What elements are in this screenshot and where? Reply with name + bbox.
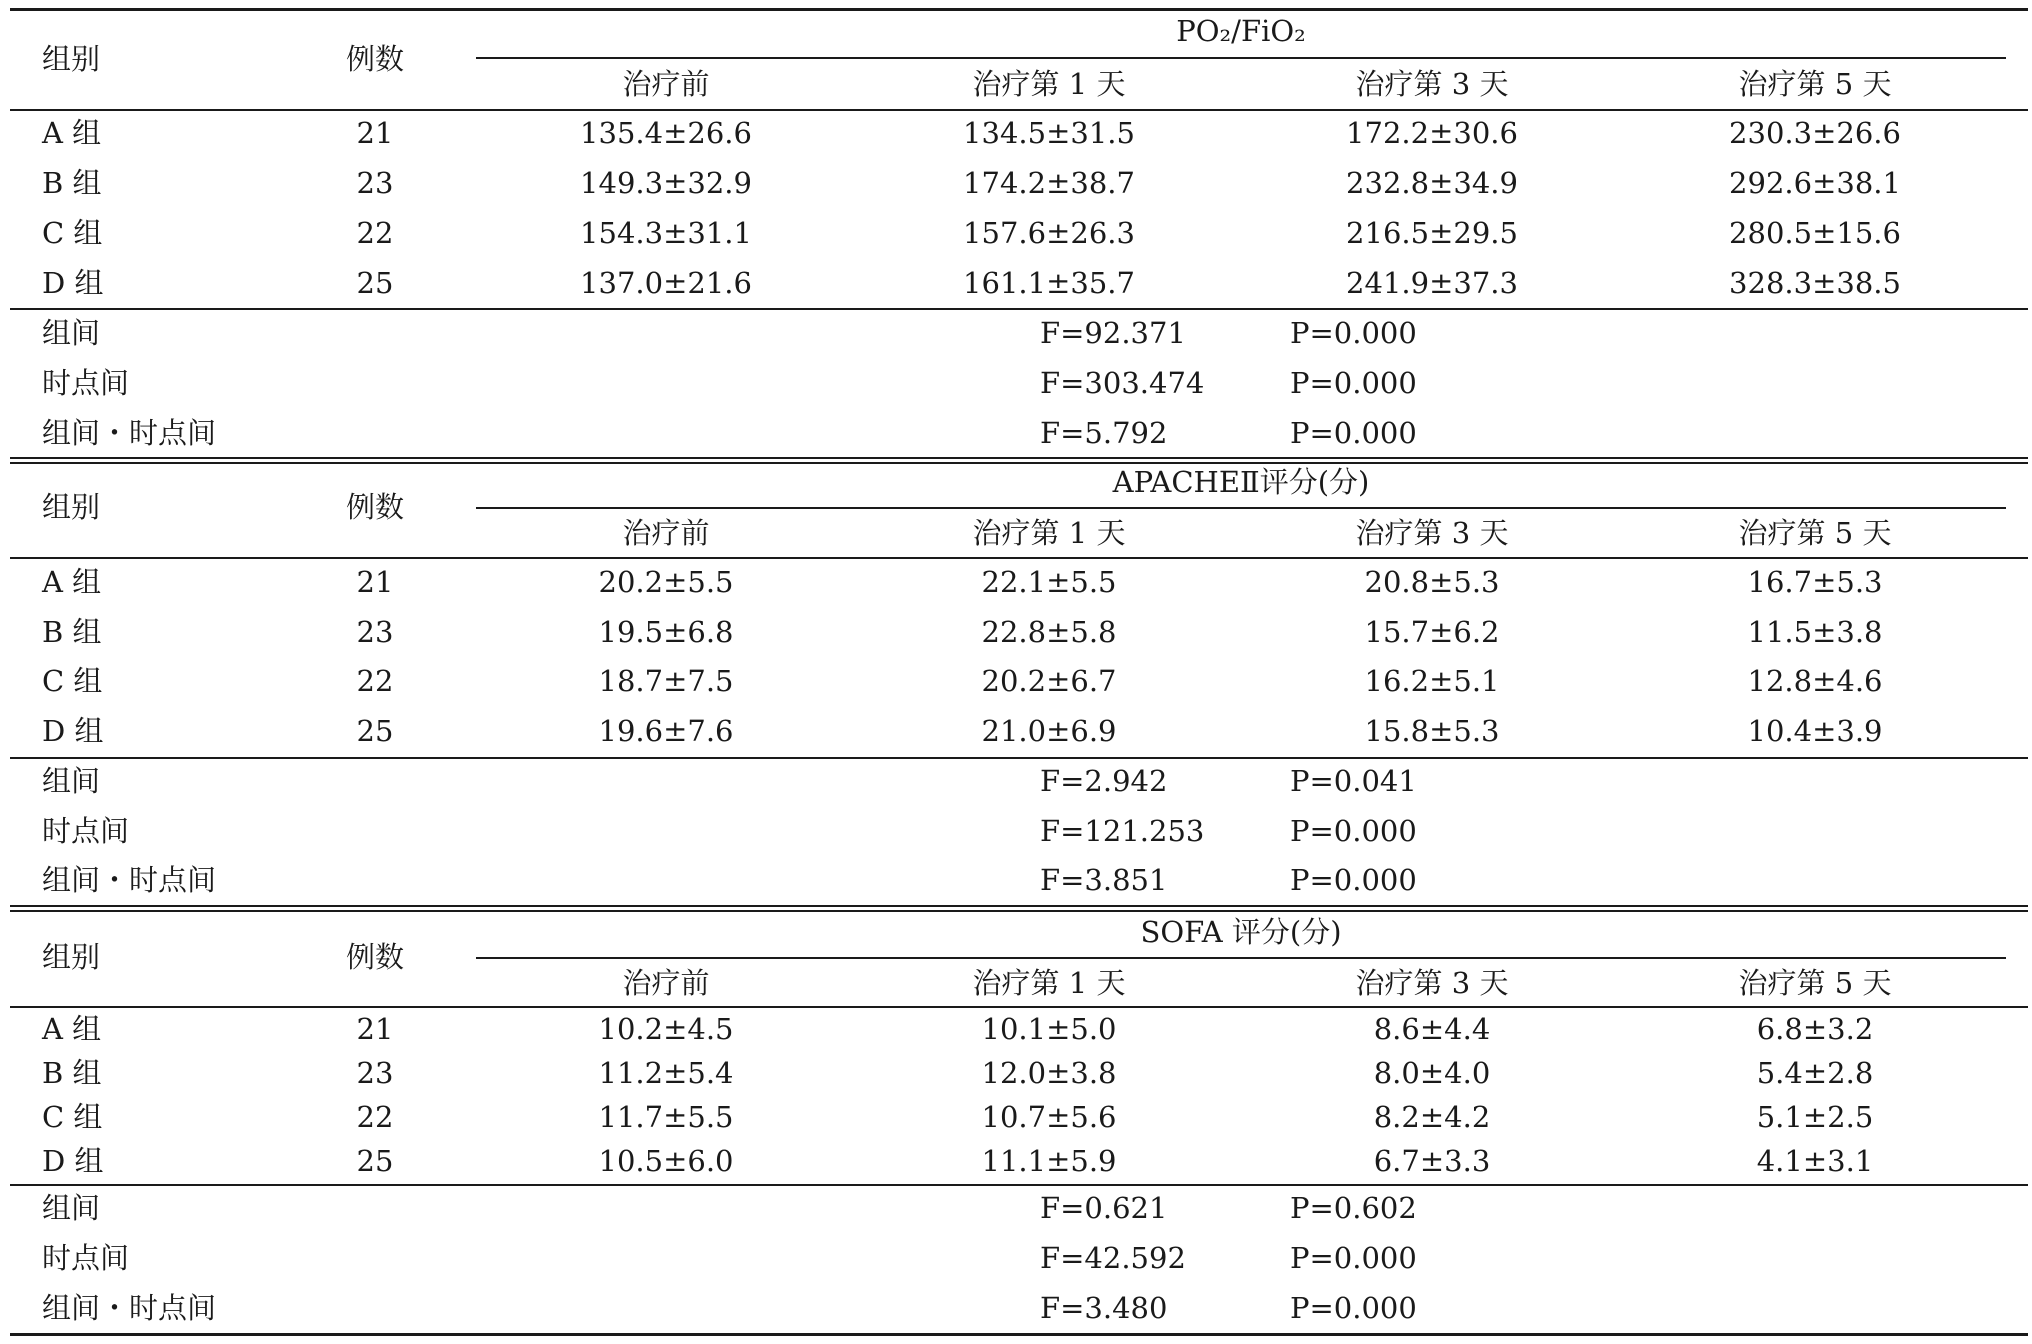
- row-value: 22.8±5.8: [981, 615, 1117, 649]
- stat-f: F=3.851: [1040, 863, 1168, 897]
- spanner-rule: [476, 957, 2006, 959]
- stat-p: P=0.000: [1290, 1291, 1417, 1325]
- header-col: 治疗第 3 天: [1355, 67, 1509, 101]
- row-value: 10.4±3.9: [1747, 714, 1883, 748]
- row-value: 10.5±6.0: [598, 1144, 734, 1178]
- stat-p: P=0.000: [1290, 366, 1417, 400]
- row-value: 232.8±34.9: [1346, 166, 1518, 200]
- block-title: SOFA 评分(分): [1140, 915, 1342, 949]
- stat-f: F=121.253: [1040, 814, 1205, 848]
- row-value: 18.7±7.5: [598, 664, 734, 698]
- row-value: 22.1±5.5: [981, 565, 1117, 599]
- header-col: 治疗前: [622, 67, 710, 101]
- stat-p: P=0.000: [1290, 416, 1417, 450]
- row-count: 25: [356, 714, 394, 748]
- stat-p: P=0.000: [1290, 863, 1417, 897]
- header-col: 治疗第 3 天: [1355, 516, 1509, 550]
- row-value: 241.9±37.3: [1346, 266, 1518, 300]
- header-group: 组别: [42, 42, 101, 76]
- row-value: 135.4±26.6: [580, 116, 752, 150]
- row-value: 11.1±5.9: [981, 1144, 1117, 1178]
- row-group: C 组: [42, 1100, 103, 1134]
- stat-p: P=0.602: [1290, 1191, 1417, 1225]
- row-value: 10.2±4.5: [598, 1012, 734, 1046]
- stat-f: F=2.942: [1040, 764, 1168, 798]
- header-count: 例数: [345, 42, 405, 76]
- header-rule: [10, 557, 2028, 559]
- bottom-rule: [10, 1333, 2028, 1336]
- row-group: B 组: [42, 166, 102, 200]
- spanner-rule: [476, 507, 2006, 509]
- spanner-rule: [476, 57, 2006, 59]
- row-count: 22: [356, 664, 394, 698]
- row-value: 20.8±5.3: [1364, 565, 1500, 599]
- row-value: 172.2±30.6: [1346, 116, 1518, 150]
- row-value: 5.1±2.5: [1756, 1100, 1874, 1134]
- row-value: 157.6±26.3: [963, 216, 1135, 250]
- stat-label: 组间・时点间: [42, 1291, 217, 1325]
- header-col: 治疗前: [622, 966, 710, 1000]
- row-count: 21: [356, 565, 394, 599]
- row-value: 20.2±6.7: [981, 664, 1117, 698]
- row-count: 23: [356, 615, 394, 649]
- header-col: 治疗第 3 天: [1355, 966, 1509, 1000]
- block-separator: [10, 462, 2028, 464]
- row-value: 12.8±4.6: [1747, 664, 1883, 698]
- header-col: 治疗前: [622, 516, 710, 550]
- stat-label: 时点间: [42, 1241, 130, 1275]
- row-value: 12.0±3.8: [981, 1056, 1117, 1090]
- row-value: 15.8±5.3: [1364, 714, 1500, 748]
- stat-label: 组间: [42, 316, 101, 350]
- row-count: 21: [356, 116, 394, 150]
- header-col: 治疗第 5 天: [1738, 516, 1892, 550]
- row-value: 6.8±3.2: [1756, 1012, 1874, 1046]
- stat-label: 时点间: [42, 366, 130, 400]
- row-value: 16.7±5.3: [1747, 565, 1883, 599]
- header-group: 组别: [42, 490, 101, 524]
- stat-f: F=3.480: [1040, 1291, 1168, 1325]
- block-separator: [10, 457, 2028, 459]
- block-separator: [10, 910, 2028, 912]
- row-value: 280.5±15.6: [1729, 216, 1901, 250]
- row-group: C 组: [42, 664, 103, 698]
- stat-f: F=42.592: [1040, 1241, 1186, 1275]
- row-value: 292.6±38.1: [1729, 166, 1901, 200]
- header-col: 治疗第 1 天: [972, 67, 1126, 101]
- stat-label: 组间: [42, 1191, 101, 1225]
- header-rule: [10, 109, 2028, 111]
- header-col: 治疗第 5 天: [1738, 67, 1892, 101]
- stat-label: 组间・时点间: [42, 863, 217, 897]
- row-value: 19.5±6.8: [598, 615, 734, 649]
- row-group: D 组: [42, 266, 104, 300]
- block-separator: [10, 905, 2028, 907]
- row-value: 154.3±31.1: [580, 216, 752, 250]
- stat-f: F=303.474: [1040, 366, 1205, 400]
- row-count: 21: [356, 1012, 394, 1046]
- row-value: 10.7±5.6: [981, 1100, 1117, 1134]
- stat-p: P=0.000: [1290, 316, 1417, 350]
- row-value: 230.3±26.6: [1729, 116, 1901, 150]
- row-group: A 组: [42, 565, 102, 599]
- row-group: A 组: [42, 1012, 102, 1046]
- row-group: D 组: [42, 714, 104, 748]
- row-value: 15.7±6.2: [1364, 615, 1500, 649]
- row-value: 20.2±5.5: [598, 565, 734, 599]
- header-col: 治疗第 1 天: [972, 516, 1126, 550]
- top-rule: [10, 8, 2028, 11]
- stat-f: F=5.792: [1040, 416, 1168, 450]
- row-value: 11.2±5.4: [598, 1056, 734, 1090]
- row-count: 23: [356, 1056, 394, 1090]
- row-value: 137.0±21.6: [580, 266, 752, 300]
- row-value: 328.3±38.5: [1729, 266, 1901, 300]
- stat-p: P=0.000: [1290, 1241, 1417, 1275]
- row-count: 22: [356, 1100, 394, 1134]
- row-group: D 组: [42, 1144, 104, 1178]
- stat-label: 组间・时点间: [42, 416, 217, 450]
- row-value: 5.4±2.8: [1756, 1056, 1874, 1090]
- row-value: 10.1±5.0: [981, 1012, 1117, 1046]
- header-count: 例数: [345, 940, 405, 974]
- stat-f: F=92.371: [1040, 316, 1186, 350]
- stats-rule: [10, 308, 2028, 310]
- stat-p: P=0.041: [1290, 764, 1417, 798]
- row-value: 216.5±29.5: [1346, 216, 1518, 250]
- row-group: B 组: [42, 615, 102, 649]
- stat-p: P=0.000: [1290, 814, 1417, 848]
- header-col: 治疗第 5 天: [1738, 966, 1892, 1000]
- stat-label: 时点间: [42, 814, 130, 848]
- block-title: PO₂/FiO₂: [1176, 14, 1306, 48]
- row-value: 134.5±31.5: [963, 116, 1135, 150]
- row-value: 8.6±4.4: [1373, 1012, 1491, 1046]
- row-count: 25: [356, 266, 394, 300]
- block-title: APACHEⅡ评分(分): [1112, 465, 1370, 499]
- row-value: 161.1±35.7: [963, 266, 1135, 300]
- row-value: 11.5±3.8: [1747, 615, 1883, 649]
- row-value: 6.7±3.3: [1373, 1144, 1491, 1178]
- row-count: 22: [356, 216, 394, 250]
- row-count: 23: [356, 166, 394, 200]
- row-value: 21.0±6.9: [981, 714, 1117, 748]
- header-col: 治疗第 1 天: [972, 966, 1126, 1000]
- row-value: 19.6±7.6: [598, 714, 734, 748]
- stat-label: 组间: [42, 764, 101, 798]
- row-group: A 组: [42, 116, 102, 150]
- stats-rule: [10, 757, 2028, 759]
- stats-rule: [10, 1184, 2028, 1186]
- row-value: 4.1±3.1: [1756, 1144, 1874, 1178]
- header-rule: [10, 1006, 2028, 1008]
- header-group: 组别: [42, 940, 101, 974]
- row-count: 25: [356, 1144, 394, 1178]
- row-value: 149.3±32.9: [580, 166, 752, 200]
- row-value: 11.7±5.5: [598, 1100, 734, 1134]
- header-count: 例数: [345, 490, 405, 524]
- row-value: 8.2±4.2: [1373, 1100, 1491, 1134]
- row-value: 174.2±38.7: [963, 166, 1135, 200]
- row-group: C 组: [42, 216, 103, 250]
- row-value: 8.0±4.0: [1373, 1056, 1491, 1090]
- stat-f: F=0.621: [1040, 1191, 1168, 1225]
- row-value: 16.2±5.1: [1364, 664, 1500, 698]
- row-group: B 组: [42, 1056, 102, 1090]
